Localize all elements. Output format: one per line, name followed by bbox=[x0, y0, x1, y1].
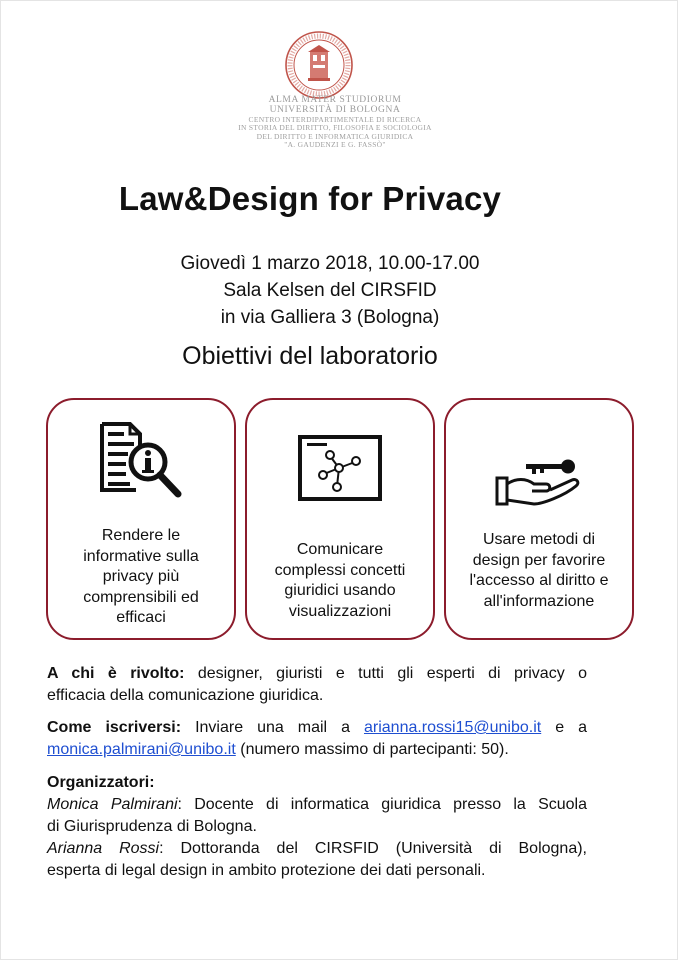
center-name-line: DEL DIRITTO E INFORMATICA GIURIDICA bbox=[256, 131, 414, 141]
card-text-line: complessi concetti bbox=[274, 561, 406, 579]
university-seal-logo bbox=[284, 30, 354, 100]
email-link-arianna[interactable]: arianna.rossi15@unibo.it bbox=[363, 719, 542, 736]
email-link-monica[interactable]: monica.palmirani@unibo.it bbox=[47, 741, 236, 758]
university-name-line: ALMA MATER STUDIORUM bbox=[268, 95, 402, 105]
event-info bbox=[110, 250, 550, 331]
university-name bbox=[200, 95, 470, 115]
organizer-description: : Docente di informatica giuridica presso la Scuola bbox=[177, 796, 587, 813]
card-text bbox=[454, 530, 624, 612]
event-location: Sala Kelsen del CIRSFID bbox=[223, 280, 437, 301]
organizer-description: : Dottoranda del CIRSFID (Università di Bologna), bbox=[159, 840, 587, 857]
card-text-line: privacy più bbox=[102, 568, 180, 585]
card-text-line: all'informazione bbox=[483, 592, 595, 610]
participants-note: (numero massimo di partecipanti: 50). bbox=[240, 741, 509, 758]
organizer-description-continued: esperta di legal design in ambito protezione dei dati personali. bbox=[47, 862, 486, 879]
card-text-line: l'accesso al diritto e bbox=[469, 572, 609, 589]
network-diagram-icon bbox=[247, 434, 433, 502]
hand-key-icon bbox=[446, 458, 632, 508]
organizers-section bbox=[47, 772, 587, 882]
signup-line bbox=[47, 717, 587, 739]
organizer-line bbox=[47, 838, 587, 860]
signup-conjunction: e a bbox=[555, 719, 588, 736]
organizer-line bbox=[47, 794, 587, 816]
event-address: in via Galliera 3 (Bologna) bbox=[220, 307, 440, 328]
card-text bbox=[255, 540, 425, 622]
document-search-icon bbox=[48, 418, 234, 500]
audience-label: A chi è rivolto: bbox=[47, 665, 185, 682]
card-text-line: design per favorire bbox=[472, 551, 606, 569]
event-date: Giovedì 1 marzo 2018, 10.00-17.00 bbox=[180, 253, 480, 274]
audience-section bbox=[47, 663, 587, 707]
university-name-line: UNIVERSITÀ DI BOLOGNA bbox=[269, 105, 401, 115]
audience-text-continued: efficacia della comunicazione giuridica. bbox=[47, 687, 324, 704]
center-name-line: CENTRO INTERDIPARTIMENTALE DI RICERCA bbox=[248, 115, 422, 124]
organizer-name: Monica Palmirani bbox=[47, 796, 178, 813]
card-text-line: giuridici usando bbox=[284, 582, 396, 599]
card-text-line: Usare metodi di bbox=[482, 531, 596, 548]
card-text-line: informative sulla bbox=[83, 547, 199, 565]
card-text-line: comprensibili ed bbox=[83, 588, 199, 606]
audience-text: designer, giuristi e tutti gli esperti di privacy o bbox=[197, 665, 587, 682]
research-center-name bbox=[200, 116, 470, 150]
organizer-name: Arianna Rossi bbox=[47, 840, 160, 857]
signup-section bbox=[47, 717, 587, 761]
objective-card-design-methods bbox=[444, 398, 634, 640]
card-text-line: Rendere le bbox=[101, 527, 181, 544]
audience-line bbox=[47, 663, 587, 685]
objectives-heading: Obiettivi del laboratorio bbox=[182, 342, 438, 370]
signup-label: Come iscriversi: bbox=[47, 719, 182, 736]
page-title: Law&Design for Privacy bbox=[118, 180, 502, 217]
organizer-description-continued: di Giurisprudenza di Bologna. bbox=[47, 818, 257, 835]
card-text-line: Comunicare bbox=[296, 541, 384, 558]
center-name-line: "A. GAUDENZI E G. FASSÒ" bbox=[284, 140, 386, 150]
card-text bbox=[56, 526, 226, 629]
center-name-line: IN STORIA DEL DIRITTO, FILOSOFIA E SOCIOLOGIA bbox=[238, 123, 432, 133]
objective-card-visualizations bbox=[245, 398, 435, 640]
objective-card-readable-notices bbox=[46, 398, 236, 640]
card-text-line: visualizzazioni bbox=[288, 602, 392, 620]
card-text-line: efficaci bbox=[116, 609, 166, 626]
signup-line-2 bbox=[47, 739, 587, 761]
signup-text: Inviare una mail a bbox=[195, 719, 350, 736]
organizers-label: Organizzatori: bbox=[47, 774, 155, 791]
